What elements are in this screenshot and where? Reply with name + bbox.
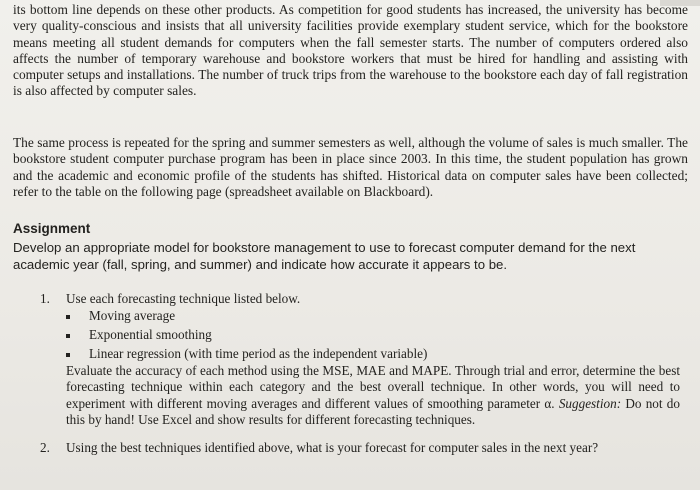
bullet-icon <box>66 315 70 319</box>
bullet-item-moving-average <box>66 308 175 324</box>
bullet-text: Moving average <box>89 308 176 323</box>
list-item-2 <box>40 440 598 456</box>
suggestion-text: Do not do this by hand! Use Excel and show results for different forecasting techniques. <box>66 395 680 428</box>
paragraph-sales-history: The same process is repeated for the spring and summer semesters as well, although the volume of sales is much smaller. The bookstore student computer purchase program has been in place since 2003. In this time, the student population has grown and the academic and economic profile of the students has shifted. Historical data on computer sales have been collected; refer to the table on the following page (spreadsheet available on Blackboard). <box>13 135 688 199</box>
bullet-icon <box>66 334 70 338</box>
list-item-2-text: Using the best techniques identified above, what is your forecast for computer sales in the next year? <box>66 440 599 455</box>
list-item-1-text: Use each forecasting technique listed below. <box>66 291 301 306</box>
list-item-1-number: 1. <box>40 291 50 306</box>
assignment-heading: Assignment <box>13 221 91 236</box>
bullet-item-exponential-smoothing <box>66 327 212 343</box>
assignment-description: Develop an appropriate model for bookstore management to use to forecast computer demand for the next academic year (fall, spring, and summer) and indicate how accurate it appears to be. <box>13 240 636 272</box>
bullet-item-linear-regression <box>66 346 427 362</box>
list-item-1 <box>40 291 300 307</box>
evaluate-instructions <box>66 363 680 429</box>
evaluate-text: Evaluate the accuracy of each method using the MSE, MAE and MAPE. Through trial and error, determine the best forecasting technique within each category and the best overall technique. In other words, you will need to experiment with different moving averages and different values of smoothing parameter α. <box>66 363 680 411</box>
list-item-2-number: 2. <box>40 440 50 455</box>
bullet-text: Linear regression (with time period as the independent variable) <box>89 346 428 361</box>
paragraph-bookstore-context: its bottom line depends on these other products. As competition for good students has increased, the university has become very quality-conscious and insists that all university facilities provide exemplary student service, which for the bookstore means meeting all student demands for computers when the fall semester starts. The number of computers ordered also affects the number of temporary warehouse and bookstore workers that must be hired for handling and assisting with computer setups and installations. The number of truck trips from the warehouse to the bookstore each day of fall registration is also affected by computer sales. <box>13 2 688 99</box>
bullet-icon <box>66 353 70 357</box>
bullet-text: Exponential smoothing <box>89 327 212 342</box>
suggestion-label: Suggestion: <box>558 395 622 411</box>
